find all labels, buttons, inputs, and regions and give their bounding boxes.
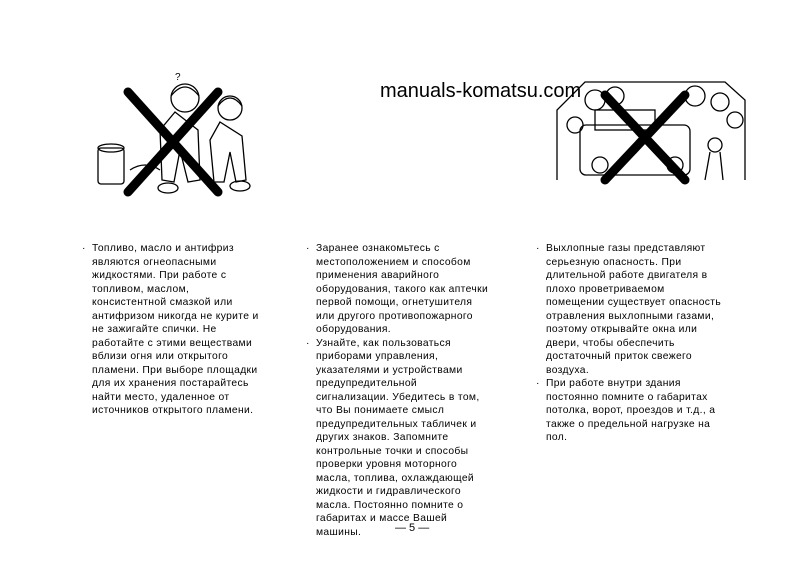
text-line: воздуха. [546,364,590,376]
column-fire-safety [82,242,259,418]
column-emergency-equipment [306,242,488,539]
text-line: машины. [316,526,362,538]
text-line: оборудования, такого как аптечки [316,283,489,295]
text-line: первой помощи, огнетушителя [316,297,473,308]
text-line: вблизи огня или открытого [92,351,229,362]
text-line: являются огнеопасными [92,256,217,268]
svg-text:?: ? [175,72,181,83]
text-line: источников открытого пламени. [92,405,254,416]
text-line: постоянно помните о габаритах [546,391,708,403]
paragraph [536,377,721,445]
text-line: топливом, маслом, [92,283,190,295]
paragraph [82,242,259,418]
text-line: пол. [546,432,568,443]
bullet: · [82,243,86,254]
paragraph [306,242,488,337]
text-line: что Вы понимаете смысл [316,405,445,416]
text-line: помещении существует опасность [546,297,722,308]
text-line: габаритах и массе Вашей [316,513,448,524]
text-line: жидкости и гидравлического [316,486,461,497]
text-line: длительной работе двигателя в [546,270,708,281]
text-line: применения аварийного [316,270,440,281]
text-line: плохо проветриваемом [546,283,665,295]
text-line: местоположением и способом [316,256,471,268]
text-line: проверки уровня моторного [316,459,458,470]
text-line: или другого противопожарного [316,310,473,322]
text-line: консистентной смазкой или [92,297,233,308]
text-line: указателями и устройствами [316,364,463,376]
text-line: отравления выхлопными газами, [546,310,715,322]
bullet: · [306,337,310,349]
text-line: приборами управления, [316,351,439,362]
text-line: потолка, ворот, проездов и т.д., а [546,405,716,416]
text-line: также о предельной нагрузке на [546,418,711,430]
paragraph [536,242,721,377]
text-line: Выхлопные газы представляют [546,243,706,254]
page-number: — 5 — [395,522,430,534]
text-line: достаточный приток свежего [546,351,692,362]
text-line: антифризом никогда не курите и [92,310,259,322]
text-line: других знаков. Запомните [316,432,449,443]
text-line: оборудования. [316,324,392,335]
text-line: найти место, удаленное от [92,391,230,403]
text-line: двери, чтобы обеспечить [546,337,675,349]
text-line: Топливо, масло и антифриз [92,243,234,254]
text-line: не зажигайте спички. Не [92,324,217,335]
text-line: поэтому открывайте окна или [546,324,698,335]
column-exhaust-gas [536,242,721,445]
text-line: сигнализации. Убедитесь в том, [316,391,480,403]
paragraph [306,337,488,540]
text-line: Узнайте, как пользоваться [316,337,451,349]
bullet: · [536,243,540,254]
text-line: предупредительных табличек и [316,418,477,430]
text-line: контрольные точки и способы [316,445,469,457]
bullet: · [306,243,310,254]
text-line: для их хранения постарайтесь [92,378,249,389]
text-line: При работе внутри здания [546,378,681,389]
text-line: масла. Постоянно помните о [316,499,464,511]
text-line: пламени. При выборе площадки [92,364,258,376]
fire-hazard-illustration [90,70,270,210]
watermark: manuals-komatsu.com [380,80,582,102]
text-line: жидкостями. При работе с [92,270,227,281]
text-line: Заранее ознакомьтесь с [316,243,440,254]
text-line: серьезную опасность. При [546,256,682,268]
text-line: предупредительной [316,378,417,389]
text-line: масла, топлива, охлаждающей [316,472,475,484]
bullet: · [536,378,540,389]
exhaust-gas-illustration [555,70,755,190]
text-line: работайте с этими веществами [92,337,253,349]
